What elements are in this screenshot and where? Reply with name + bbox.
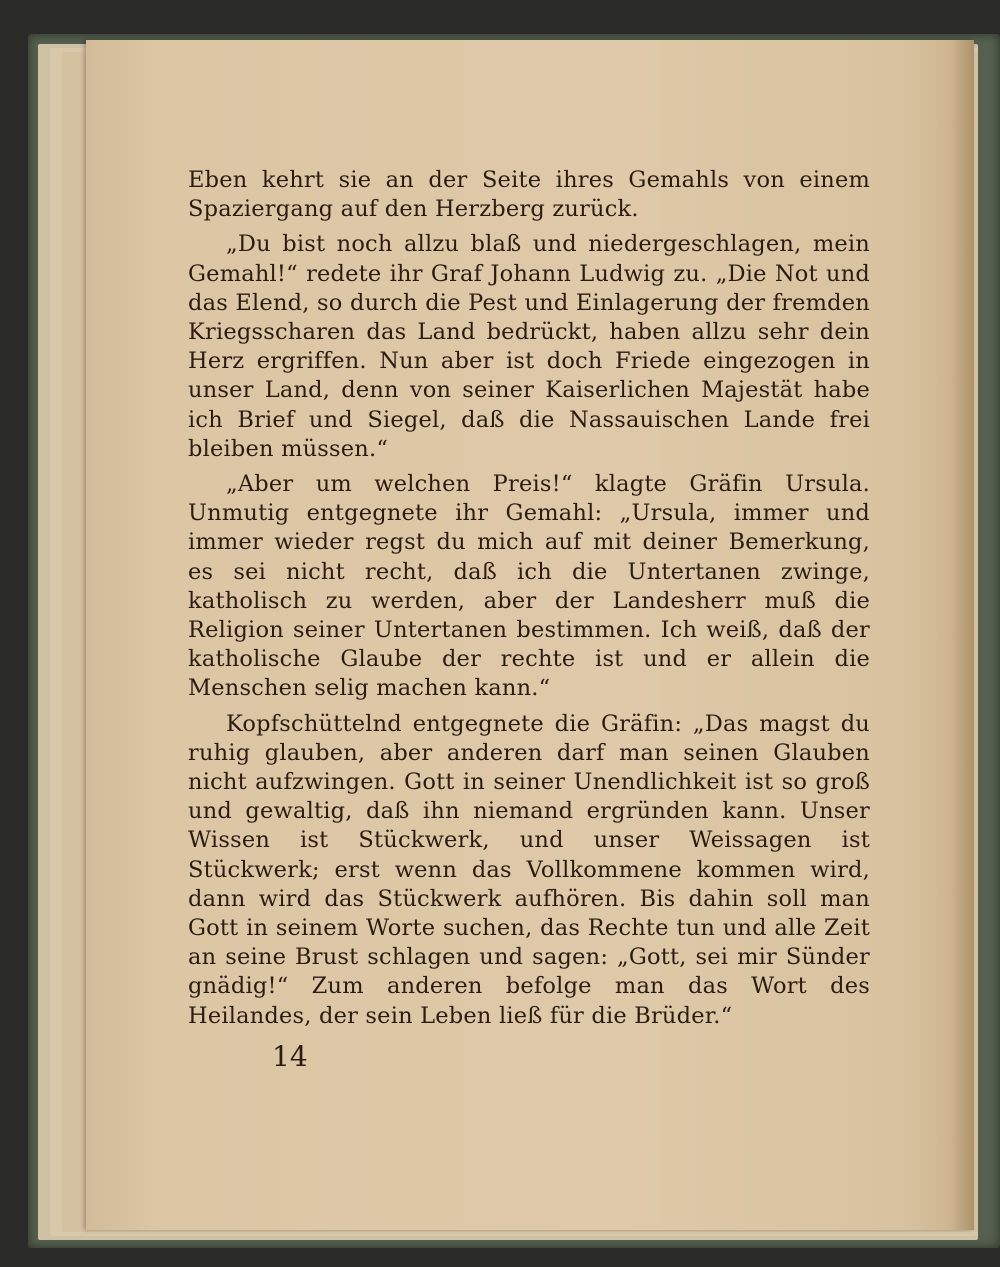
page-gutter-shadow (950, 40, 974, 1230)
paragraph: „Du bist noch allzu blaß und niedergeschlagen, mein Gemahl!“ redete ihr Graf Johann Ludwig zu. „Die Not und das Elend, so durch die Pest und Einlagerung der fremden Kriegsscharen das Land bedrückt, haben allzu sehr dein Herz ergriffen. Nun aber ist doch Friede eingezogen in unser Land, denn von seiner Kaiserlichen Majestät habe ich Brief und Siegel, daß die Nassauischen Lande frei bleiben müssen.“ (188, 231, 870, 462)
paragraph: Eben kehrt sie an der Seite ihres Gemahls von einem Spaziergang auf den Herzberg zurück. (188, 167, 870, 223)
page-number: 14 (272, 1040, 308, 1073)
body-text (188, 166, 870, 1037)
paragraph: „Aber um welchen Preis!“ klagte Gräfin Ursula. Unmutig entgegnete ihr Gemahl: „Ursula, immer und immer wieder regst du mich auf mit deiner Bemerkung, es sei nicht recht, daß ich die Untertanen zwinge, katholisch zu werden, aber der Landesherr muß die Religion seiner Untertanen bestimmen. Ich weiß, daß der katholische Glaube der rechte ist und er allein die Menschen selig machen kann.“ (188, 471, 870, 702)
paragraph: Kopfschüttelnd entgegnete die Gräfin: „Das magst du ruhig glauben, aber anderen darf man seinen Glauben nicht aufzwingen. Gott in seiner Unendlichkeit ist so groß und gewaltig, daß ihn niemand ergründen kann. Unser Wissen ist Stückwerk, und unser Weissagen ist Stückwerk; erst wenn das Vollkommene kommen wird, dann wird das Stückwerk aufhören. Bis dahin soll man Gott in seinem Worte suchen, das Rechte tun und alle Zeit an seine Brust schlagen und sagen: „Gott, sei mir Sünder gnädig!“ Zum anderen befolge man das Wort des Heilandes, der sein Leben ließ für die Brüder.“ (188, 710, 870, 1029)
